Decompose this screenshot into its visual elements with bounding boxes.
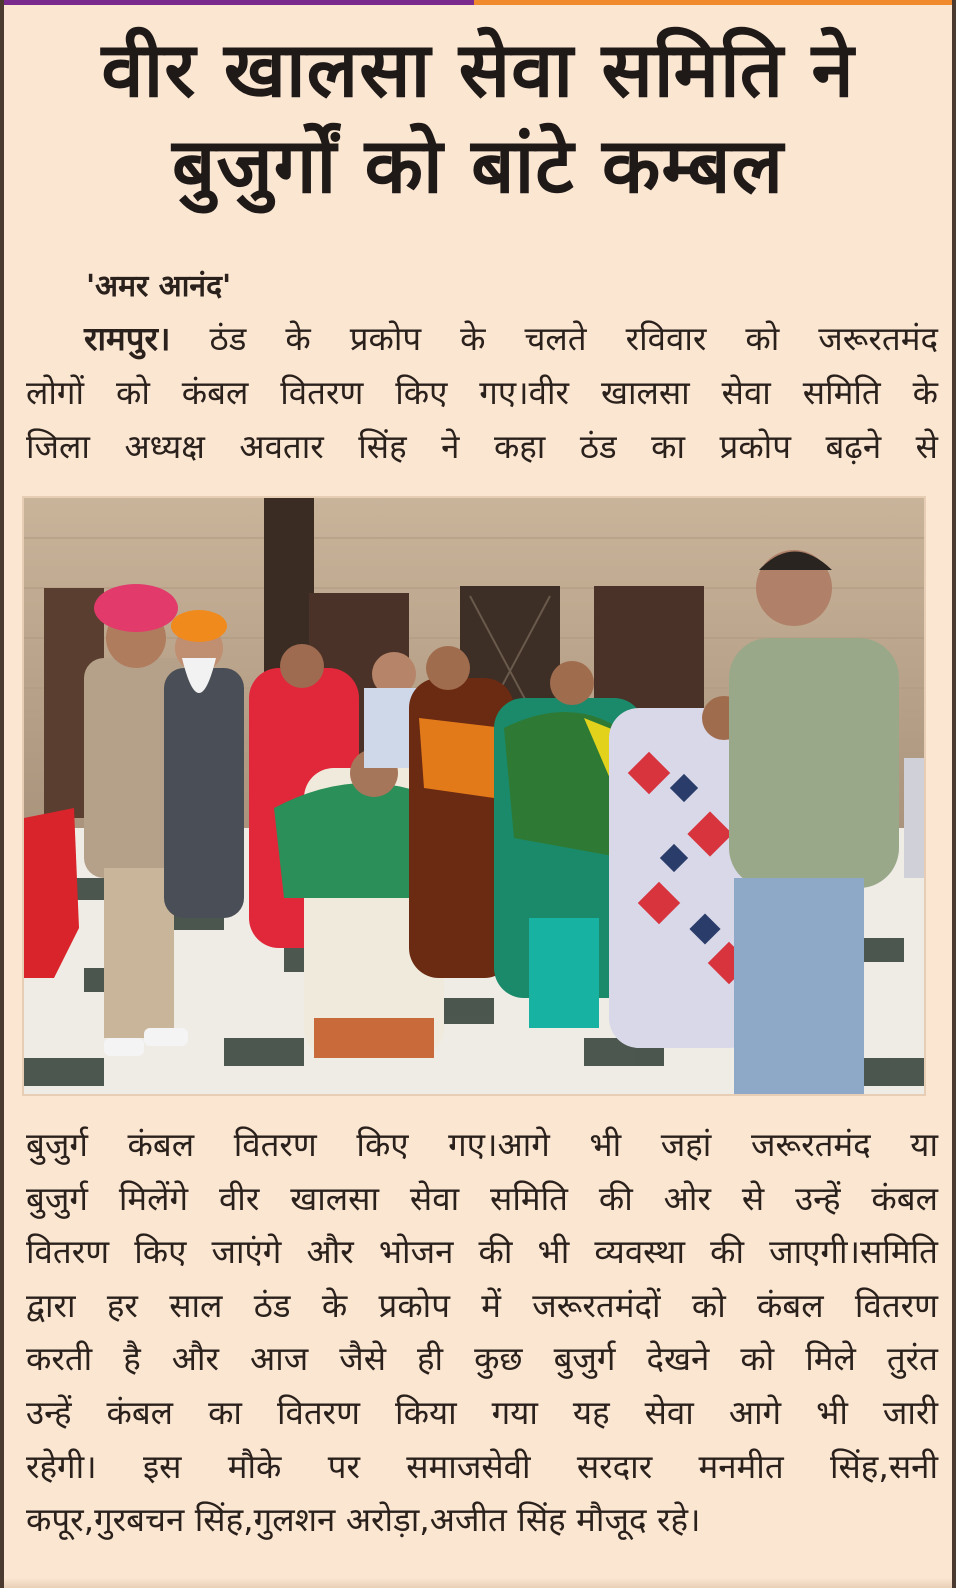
- paragraph-2-line-4: द्वारा हर साल ठंड के प्रकोप में जरूरतमंदों को कंबल वितरण: [26, 1285, 938, 1325]
- paragraph-2-line-2: बुजुर्ग मिलेंगे वीर खालसा सेवा समिति की ओर से उन्हें कंबल: [26, 1178, 938, 1218]
- photo-illustration: [24, 498, 926, 1096]
- news-photo: [22, 496, 926, 1096]
- paragraph-2-line-8: कपूर,गुरबचन सिंह,गुलशन अरोड़ा,अजीत सिंह मौजूद रहे।: [26, 1500, 701, 1540]
- bottom-edge: [4, 1578, 952, 1588]
- headline: [4, 22, 952, 214]
- article-paragraph-2: [26, 1118, 938, 1547]
- paragraph-1-line-2: लोगों को कंबल वितरण किए गए।वीर खालसा सेवा समिति के: [26, 373, 938, 412]
- top-bar-purple: [4, 0, 474, 5]
- dateline: रामपुर।: [84, 319, 171, 358]
- byline: 'अमर आनंद': [86, 269, 232, 304]
- paragraph-2-line-5: करती है और आज जैसे ही कुछ बुजुर्ग देखने को मिले तुरंत: [26, 1339, 938, 1379]
- paragraph-1-line-3: जिला अध्यक्ष अवतार सिंह ने कहा ठंड का प्रकोप बढ़ने से: [26, 427, 938, 466]
- paragraph-2-line-3: वितरण किए जाएंगे और भोजन की भी व्यवस्था की जाएगी।समिति: [26, 1232, 938, 1272]
- top-color-bar: [4, 0, 952, 5]
- paragraph-1-line-1-text: ठंड के प्रकोप के चलते रविवार को जरूरतमंद: [209, 319, 938, 358]
- headline-line-2: बुजुर्गों को बांटे कम्बल: [171, 121, 785, 210]
- paragraph-2-line-6: उन्हें कंबल का वितरण किया गया यह सेवा आगे भी जारी: [26, 1392, 938, 1432]
- top-bar-orange: [474, 0, 952, 5]
- article-paragraph-1: [26, 312, 938, 474]
- paragraph-2-line-7: रहेगी। इस मौके पर समाजसेवी सरदार मनमीत सिंह,सनी: [26, 1446, 938, 1486]
- paragraph-2-line-1: बुजुर्ग कंबल वितरण किए गए।आगे भी जहां जरूरतमंद या: [26, 1125, 938, 1164]
- headline-line-1: वीर खालसा सेवा समिति ने: [101, 25, 855, 114]
- paragraph-1-line-1: [26, 312, 938, 366]
